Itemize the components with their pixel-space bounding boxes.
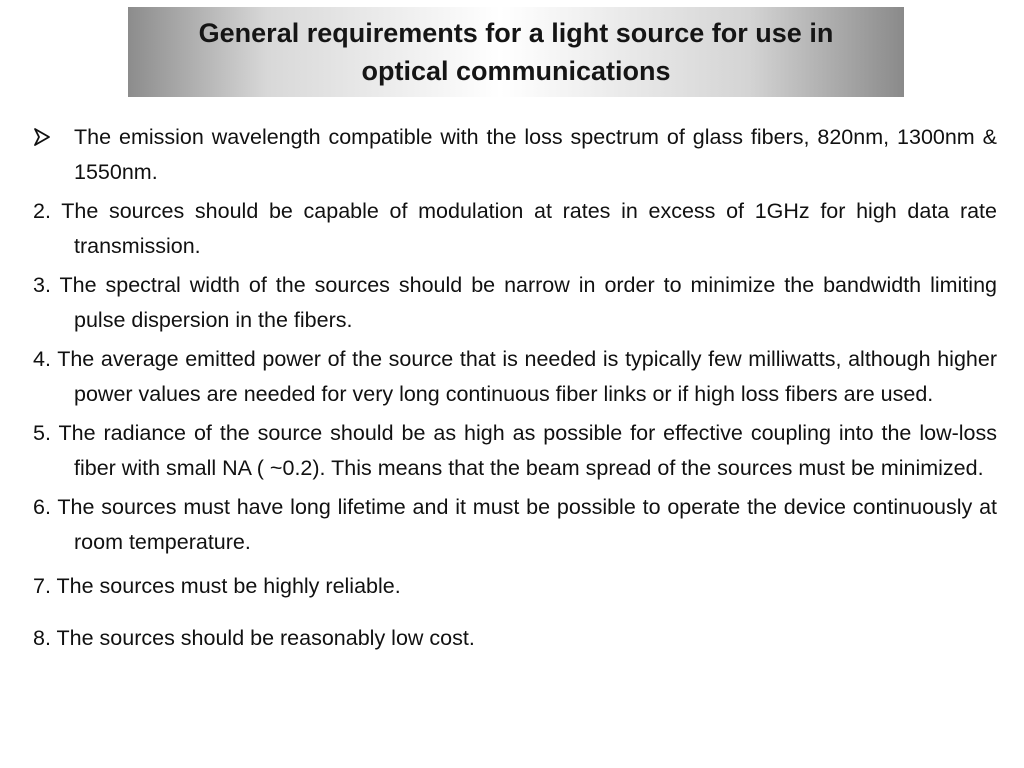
list-item-text: The average emitted power of the source that is needed is typically few milliwatts, although higher power values are needed for very long continuous fiber links or if high loss fibers are used.	[57, 347, 997, 406]
list-item	[33, 569, 997, 604]
list-item	[33, 194, 997, 263]
list-item-marker: 3.	[33, 273, 51, 297]
list-item	[33, 268, 997, 337]
list-item-marker: 7.	[33, 574, 51, 598]
list-item-marker: 4.	[33, 347, 51, 371]
list-item-marker: 8.	[33, 625, 51, 650]
list-item-text: The emission wavelength compatible with the loss spectrum of glass fibers, 820nm, 1300nm & 1550nm.	[74, 125, 997, 184]
list-item-text: The sources must have long lifetime and it must be possible to operate the device continuously at room temperature.	[57, 495, 997, 554]
list-item	[33, 490, 997, 559]
list-item	[33, 621, 997, 656]
list-item-marker: 2.	[33, 199, 51, 223]
list-item-text: The sources must be highly reliable.	[56, 574, 401, 598]
arrow-bullet-icon	[32, 127, 52, 147]
list-item-marker: 6.	[33, 495, 51, 519]
list-item	[33, 342, 997, 411]
list-item-text: The sources should be reasonably low cost.	[56, 625, 475, 650]
requirements-list	[33, 120, 997, 655]
slide-title-line-2: optical communications	[361, 56, 671, 86]
list-item-text: The sources should be capable of modulation at rates in excess of 1GHz for high data rate transmission.	[61, 199, 997, 258]
list-item	[33, 120, 997, 189]
list-item-marker: 5.	[33, 421, 51, 445]
slide-title-line-1: General requirements for a light source for use in	[198, 18, 834, 48]
list-item-text: The radiance of the source should be as high as possible for effective coupling into the low-loss fiber with small NA ( ~0.2). This means that the beam spread of the sources must be minimized.	[58, 421, 997, 480]
list-item	[33, 416, 997, 485]
slide-title	[128, 7, 904, 97]
list-item-text: The spectral width of the sources should be narrow in order to minimize the bandwidth limiting pulse dispersion in the fibers.	[59, 273, 997, 332]
